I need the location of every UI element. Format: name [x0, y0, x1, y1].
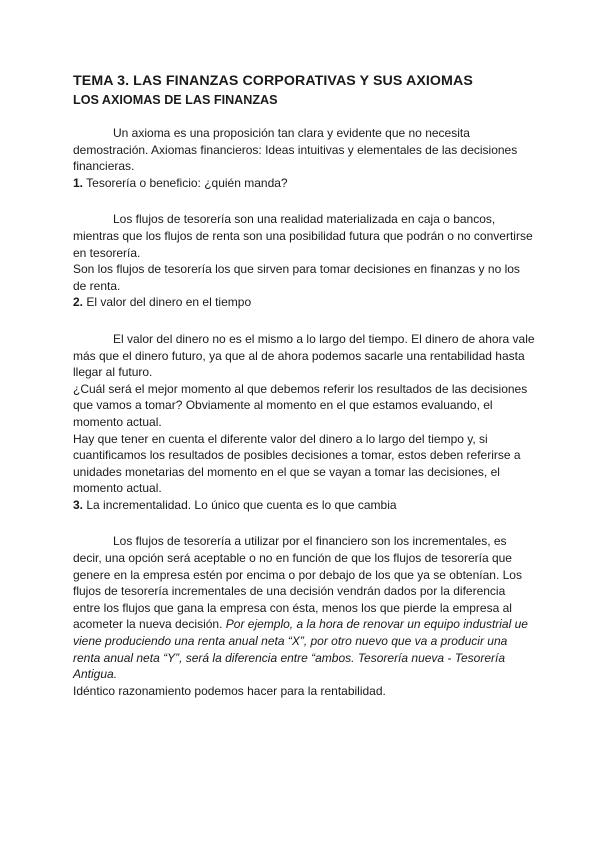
- section-3-paragraph-2: Idéntico razonamiento podemos hacer para la rentabilidad.: [73, 683, 386, 698]
- section-3-heading: [73, 497, 535, 514]
- section-number: 2.: [73, 295, 84, 310]
- section-2-paragraph-3: Hay que tener en cuenta el diferente valor del dinero a lo largo del tiempo y, si cuantificamos los resultados de posibles decisiones a tomar, estos deben referirse a unidades monetarias del momento en el que se vayan a tomar las decisiones, el momento actual.: [73, 431, 521, 496]
- intro-paragraph: Un axioma es una proposición tan clara y evidente que no necesita demostración. Axiomas financieros: Ideas intuitivas y elementales de las decisiones financieras.: [73, 126, 518, 174]
- document-page: [73, 72, 535, 699]
- section-3-text: Los flujos de tesorería a utilizar por el financiero son los incrementales, es decir, una opción será aceptable o no en función de que los flujos de tesorería que genere en la empresa estén por encima o por debajo de los que ya se obtenían. Los flujos de tesorería incrementales de una decisión vendrán dados por la diferencia entre los flujos que gana la empresa con ésta, menos los que pierde la empresa al acometer la nueva decisión.: [73, 534, 522, 632]
- section-3-paragraph-1: [73, 533, 535, 682]
- section-2-paragraph-2: ¿Cuál será el mejor momento al que debemos referir los resultados de las decisiones que vamos a tomar? Obviamente al momento en el que estamos evaluando, el momento actual.: [73, 381, 528, 429]
- section-title: La incrementalidad. Lo único que cuenta es lo que cambia: [86, 497, 397, 512]
- section-1-heading: [73, 175, 535, 192]
- section-1-paragraph-2: Son los flujos de tesorería los que sirven para tomar decisiones en finanzas y no los de renta.: [73, 262, 520, 293]
- section-number: 3.: [73, 497, 84, 512]
- section-title: El valor del dinero en el tiempo: [86, 295, 252, 310]
- section-1-paragraph-1: Los flujos de tesorería son una realidad materializada en caja o bancos, mientras que los flujos de renta son una posibilidad futura que podrán o no convertirse en tesorería.: [73, 212, 533, 260]
- section-title: Tesorería o beneficio: ¿quién manda?: [86, 175, 288, 190]
- document-subtitle: LOS AXIOMAS DE LAS FINANZAS: [73, 93, 278, 107]
- section-2-paragraph-1: El valor del dinero no es el mismo a lo largo del tiempo. El dinero de ahora vale más que el dinero futuro, ya que al de ahora podemos sacarle una rentabilidad hasta llegar al futuro.: [73, 331, 535, 380]
- section-number: 1.: [73, 175, 84, 190]
- section-3-example: Por ejemplo, a la hora de renovar un equipo industrial ue viene produciendo una renta anual neta “X”, por otro nuevo que va a producir una renta anual neta “Y”, será la diferencia entre “ambos. Tesorería nueva - Tesorería Antigua.: [73, 617, 528, 682]
- document-title: TEMA 3. LAS FINANZAS CORPORATIVAS Y SUS AXIOMAS: [73, 73, 473, 89]
- section-2-heading: [73, 294, 535, 311]
